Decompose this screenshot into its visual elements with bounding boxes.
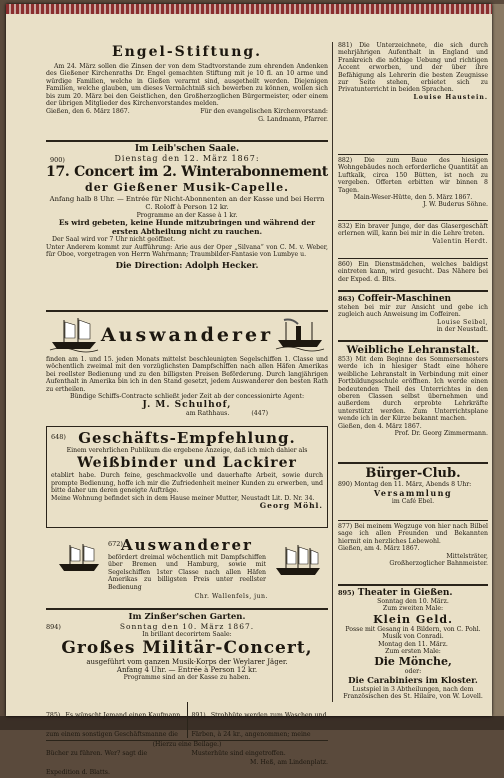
ad-882-text: Die zum Baue des hiesigen Wohngebäudes noch erforderliche Quantität an Luftkalk, circa 150 Bütten, ist noch zu vergeben. Offerten erbitten wir binnen 8 Tagen.: [338, 157, 488, 194]
concert-date: Dienstag den 12. März 1867:: [114, 154, 260, 163]
auswanderer-title: Auswanderer: [100, 324, 274, 346]
ad-785-text: Es wünscht Jemand einen Kaufmann zum einem sonstigen Geschäftsmanne die Bücher zu führen. Wer? sagt die Expedition d. Blatts.: [46, 712, 181, 776]
concert-subtitle: der Gießener Musik-Capelle.: [85, 181, 289, 194]
divider: [187, 702, 188, 738]
sailing-ship-icon: [48, 316, 100, 352]
militaer-concert-notice: [46, 606, 328, 700]
lehranstalt-text: Mit dem Beginne des Sommersemesters werde ich in hiesiger Stadt eine höhere weibliche Lehranstalt in Verbindung mit einer Fortbildungsschule eröffnen. Ich werde einen bedeutenden Theil des Unterrichtes in den oberen Classen selbst übernehmen und außerdem durch erprobte Lehrkräfte unterstützt werden. Zum Unterrichtsplane wende ich in der Kürze bekannt machen.: [338, 356, 488, 423]
column-divider: [332, 42, 333, 702]
auswanderer2-signature: Chr. Wallenfels, jun.: [194, 593, 268, 601]
divider: [338, 220, 488, 221]
right-column: [338, 42, 488, 704]
auswanderer-note: Bündige Schiffs-Contracte schließt jeder Zeit ab der concessionirte Agent:: [69, 393, 305, 401]
ad-number: (447): [251, 410, 268, 418]
ad-832-text: Ein braver Junge, der das Glasergeschäft erlernen will, kann bei mir in die Lehre treten.: [338, 223, 488, 238]
stiftung-date: Gießen, den 6. März 1867.: [46, 108, 130, 116]
ad-877-role: Großherzoglicher Bahnmeister.: [389, 560, 488, 568]
club-event: Versammlung: [373, 488, 453, 499]
ad-881-num: 881): [338, 42, 353, 49]
lehranstalt-title: Weibliche Lehranstalt.: [346, 344, 480, 356]
theater-sub2: Zum ersten Male:: [385, 648, 441, 656]
geschaeft-trade: Weißbinder und Lackirer: [77, 455, 297, 472]
ad-832-signature: Valentin Herdt.: [432, 237, 488, 245]
geschaeft-body: etablirt habe. Durch feine, geschmackvolle und dauerhafte Arbeit, sowie durch prompte Bedienung, hoffe ich mir die Zufriedenheit meiner Kunden zu erwerben, und bitte daher um deren geneigte Aufträge.: [51, 472, 323, 495]
left-column: [46, 42, 328, 776]
club-title: Bürger-Club.: [365, 466, 461, 481]
ad-881: [338, 42, 488, 101]
newspaper-page: [6, 4, 492, 776]
divider: [338, 154, 488, 155]
geschaeft-intro: Einem verehrlichen Publikum die ergebene Anzeige, daß ich mich dahier als: [66, 447, 308, 454]
ad-863: [338, 288, 488, 334]
divider: [46, 140, 328, 142]
theater-sub1: Zum zweiten Male:: [382, 605, 444, 613]
ad-863-num: 863): [338, 295, 355, 303]
agent-address: am Rathhaus.: [186, 410, 230, 418]
ad-863-signature: Louise Seibel,: [436, 318, 488, 326]
ad-881-signature: Louise Haustein.: [413, 93, 488, 101]
theater-desc1: Posse mit Gesang in 4 Bildern, von C. Pohl. Musik von Conradi.: [345, 625, 481, 641]
ad-785: [46, 702, 183, 776]
theater-notice: [338, 582, 488, 701]
ad-877-name: Mittelsträter,: [446, 552, 488, 560]
lehranstalt-notice: [338, 338, 488, 437]
auswanderer2-title: Auswanderer: [121, 536, 253, 554]
divider: [338, 584, 488, 586]
concert-direction: Die Direction: Adolph Hecker.: [115, 260, 259, 271]
ad-877-num: 877): [338, 523, 353, 530]
ad-882-place: Main-Weser-Hütte, den 5. März 1867.: [353, 194, 473, 202]
militaer-num: 894): [46, 623, 61, 631]
ad-882: [338, 152, 488, 209]
geschaefts-empfehlung-ad: [46, 426, 328, 528]
divider: [338, 520, 488, 521]
concert-works: Unter Anderem kommt zur Aufführung: Arie aus der Oper „Silvana“ von C. M. v. Weber, für Oboe, vorgetragen von Herrn Wahrmann; Traumbilder-Fantasie von Lumbye u.: [46, 243, 328, 259]
militaer-entry: Anfang 4 Uhr. — Entrée à Person 12 kr.: [116, 666, 258, 675]
geschaeft-address: Meine Wohnung befindet sich in dem Hause meiner Mutter, Neustadt Lit. D. Nr. 34.: [51, 494, 315, 502]
ad-891: [191, 702, 329, 766]
ad-863-text: stehen bei mir zur Ansicht und gebe ich zugleich auch Anweisung im Coffeiren.: [338, 304, 488, 319]
divider: [338, 462, 488, 464]
militaer-date: Sonntag den 10. März 1867.: [119, 622, 255, 631]
ad-891-num: 891): [191, 712, 206, 719]
auswanderer-body: finden am 1. und 15. jeden Monats mittelst beschleunigten Segelschiffen 1. Classe und wöchentlich zweimal mit den vorzüglichsten Dampfschiffen nach allen Häfen Amerikas bei reellster Bedienung und zu den billigsten Preisen Beförderung. Durch langjährigen Aufenthalt in Amerika bin ich in den Stand gesetzt, jedem Auswanderer den besten Rath zu ertheilen.: [46, 356, 328, 393]
auswanderer-agent: J. M. Schulhof,: [142, 400, 232, 411]
divider: [46, 310, 328, 312]
ad-860: [338, 256, 488, 283]
divider: [338, 340, 488, 342]
theater-desc3: Lustspiel in 3 Abtheilungen, nach dem Französischen des St. Hilaire, von W. Lovell.: [343, 685, 483, 701]
theater-date2: Montag den 11. März.: [378, 640, 448, 648]
buerger-club-notice: [338, 460, 488, 506]
auswanderer2-body: befördert dreimal wöchentlich mit Dampfschiffen über Bremen und Hamburg, sowie mit Segelschiffen 1ster Classe nach allen Häfen Amerikas zu billigsten Preis unter reellster Bedienung: [108, 554, 266, 591]
concert-entry: Anfang halb 8 Uhr. — Entrée für Nicht-Abonnenten an der Kasse und bei Herrn C. Roloff à Person 12 kr.: [49, 195, 325, 212]
ad-881-text: Die Unterzeichnete, die sich durch mehrjährigen Aufenthalt in England und Frankreich die nöthige Uebung und richtigen Accent erworben, und der über ihre Befähigung als Lehrerin die besten Zeugnisse zur Seite stehen, erbietet sich zu Privatunterricht in beiden Sprachen.: [338, 42, 489, 94]
ad-891-text: Strohhüte werden zum Waschen und Färben, à 24 kr., angenommen; meine Musterhüte sind eingetroffen.: [191, 712, 327, 757]
concert-program: Programme an der Kasse à 1 kr.: [136, 211, 238, 219]
lehranstalt-place: Gießen, den 4. März 1867.: [338, 422, 422, 430]
auswanderer-ad-schulhof: [46, 308, 328, 424]
ad-882-signature: J. W. Buderus Söhne.: [423, 201, 488, 209]
divider: [338, 258, 488, 259]
ad-877-text: Bei meinem Wegzuge von hier nach Bilbel sage ich allen Freunden und Bekannten hiermit ein herzliches Lebewohl.: [338, 523, 488, 545]
theater-play3: Die Carabiniers im Kloster.: [348, 675, 478, 686]
auswanderer2-num: 672): [108, 540, 123, 548]
footer-note: (Hierzu eine Beilage.): [46, 740, 328, 748]
ad-863-address: in der Neustadt.: [436, 326, 488, 334]
ad-877: [338, 518, 488, 567]
geschaeft-signature: Georg Möhl.: [259, 501, 323, 511]
theater-play1: Klein Geld.: [373, 612, 453, 626]
top-border: [6, 4, 492, 14]
theater-title: Theater in Gießen.: [357, 588, 453, 598]
club-place: im Café Ebel.: [391, 498, 435, 506]
ad-785-num: 785): [46, 712, 61, 719]
geschaeft-title: Geschäfts-Empfehlung.: [78, 429, 296, 447]
club-num: 890): [338, 481, 353, 488]
ad-860-text: Ein Dienstmädchen, welches baldigst eintreten kann, wird gesucht. Das Nähere bei der Exped. d. Blts.: [338, 261, 488, 283]
ad-832-num: 832): [338, 223, 353, 230]
militaer-venue: Im Zinßer'schen Garten.: [128, 612, 246, 622]
stiftung-title: Engel-Stiftung.: [111, 44, 263, 60]
ad-832: [338, 218, 488, 245]
concert-open: Der Saal wird vor 7 Uhr nicht geöffnet.: [52, 236, 176, 244]
militaer-title: Großes Militär-Concert,: [61, 638, 313, 659]
theater-sub3: oder:: [404, 668, 422, 676]
concert-venue: Im Leib'schen Saale.: [134, 144, 240, 154]
stiftung-body: Am 24. März sollen die Zinsen der von dem Stadtvorstande zum ehrenden Andenken des Gießener Kirchenraths Dr. Engel gemachten Stiftung mit je 10 fl. an 10 arme und würdige Familien, welche in Gießen verarmt sind, ausgetheilt werden. Diejenigen Familien, welche glauben, um dieses Vermächtniß sich bewerben zu können, wollen sich bis zum 20. März bei den Geistlichen, den Großherzoglichen Bürgermeister, oder einem der übrigen Mitglieder des Kirchenvorstandes melden.: [46, 63, 328, 108]
steamship-icon: [274, 316, 326, 352]
militaer-program: Programme sind an der Kasse zu haben.: [123, 674, 251, 682]
stiftung-sign-head: Für den evangelischen Kirchenvorstand:: [200, 108, 328, 116]
engel-stiftung-notice: [46, 42, 328, 138]
concert-notice: [46, 138, 328, 306]
concert-num: 900): [50, 156, 65, 164]
divider: [46, 608, 328, 610]
theater-play2: Die Mönche,: [374, 655, 452, 669]
ad-860-num: 860): [338, 261, 353, 268]
ad-863-title: Coffeir-Maschinen: [357, 294, 452, 304]
ad-891-signature: M. Heß, am Lindenplatz.: [250, 759, 328, 766]
concert-notice-text: Es wird gebeten, keine Hunde mitzubringen und während der ersten Abtheilung nicht zu rauchen.: [58, 218, 316, 236]
theater-num: 895): [338, 589, 355, 597]
ad-882-num: 882): [338, 157, 353, 164]
page-edge: [492, 4, 504, 716]
auswanderer-ad-wallenfels: [46, 532, 328, 604]
geschaeft-num: 648): [51, 433, 66, 441]
stiftung-signature: G. Landmann, Pfarrer.: [258, 115, 328, 123]
militaer-sub: In brillant decorirtem Saale:: [142, 631, 232, 638]
concert-title: 17. Concert im 2. Winterabonnement: [46, 164, 328, 180]
theater-date1: Sonntag den 10. März.: [377, 598, 449, 605]
lehranstalt-num: 853): [338, 356, 353, 363]
club-date: Montag den 11. März, Abends 8 Uhr:: [354, 481, 472, 488]
divider: [338, 290, 488, 292]
ad-877-place: Gießen, am 4. März 1867.: [338, 545, 420, 553]
militaer-by: ausgeführt vom ganzen Musik-Korps der Weylarer Jäger.: [86, 658, 288, 667]
lehranstalt-signature: Prof. Dr. Georg Zimmermann.: [394, 430, 488, 438]
